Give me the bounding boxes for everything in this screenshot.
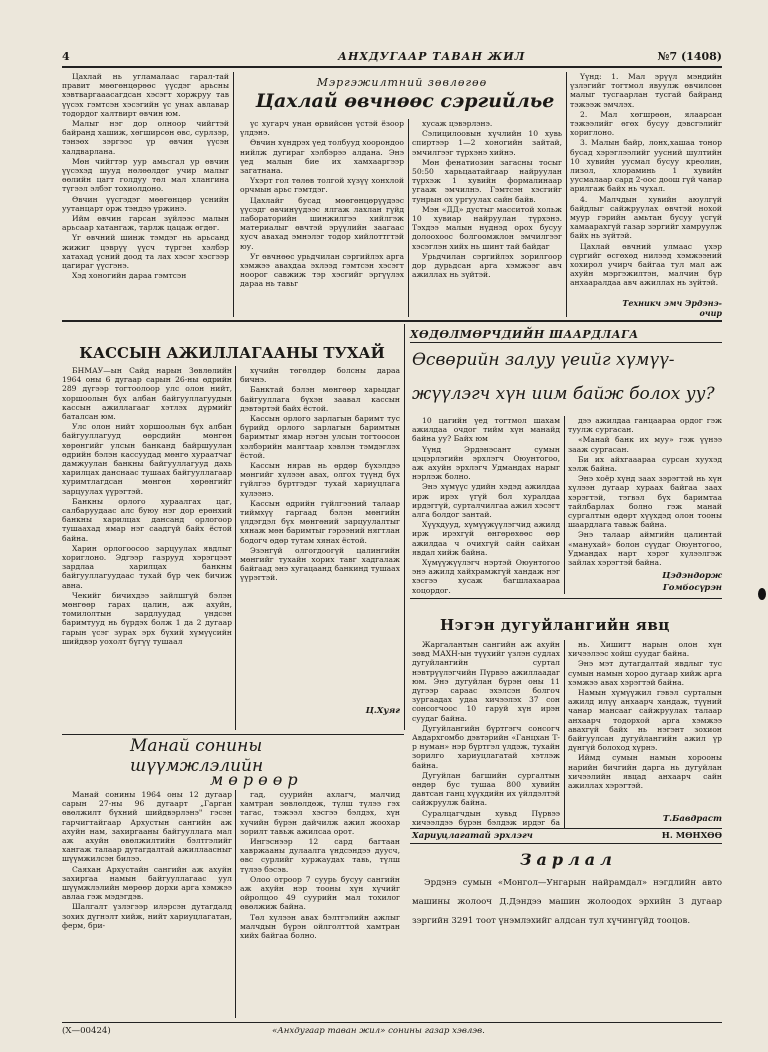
- paragraph: Харин орлогоосоо зарцуулах явдлыг хориглоно. Эдгээр газрууд хэрэгцээт зардлаа харилцах банкны байгууллагуудаас тухай бүр чек бичиж авна.: [62, 543, 232, 590]
- column-divider: [564, 640, 565, 828]
- rubric-rule: [410, 342, 722, 343]
- notice-text: Эрдэнэ сумын «Монгол—Унгарын найрамдал» нэгдлийн авто машины жолооч Д.Дэндээ машин жолоодох эрхийн 3 дугаар зэргийн 3291 тоот үнэмлэхийг алдсан тул хүчингүйд тооцов.: [412, 878, 722, 926]
- paragraph: Эзэнгүй олгогдоогүй цалингийн мөнгийг тухайн хорих тавг хадгалаж байгаад энэ хугацаанд банкинд тушаах үүрэгтэй.: [240, 545, 400, 583]
- column-divider: [566, 72, 567, 317]
- article3-signature-2: Гомбосүрэн: [662, 583, 722, 593]
- paragraph: Үхэрт гол төлөв толгой хүзүү хонхлой орчмын арьс гэмтдэг.: [240, 176, 404, 195]
- article1-signature: Техникч эмч Эрдэнэ-очир: [622, 298, 722, 318]
- paragraph: БНМАУ—ын Сайд нарын Зөвлөлийн 1964 оны 6 дугаар сарын 26-ны өдрийн 289 дүгээр тогтоолоор улс олон нийт, хоршоолын бүх албан байгууллагуудын кассын ажиллагааг хэтлэх дүрмийг баталсан юм.: [62, 366, 232, 422]
- paragraph: Урьдчилан сэргийлэх зорилгоор дор дурьдсан арга хэмжээг авч ажиллах нь зүйтэй.: [412, 251, 562, 280]
- paragraph: Банктай бэлэн мөнгөөр харьцдаг байгууллага бүхэн заавал кассын дэвтэртэй байх ёстой.: [240, 385, 400, 413]
- article5-column-1: [62, 790, 232, 1020]
- paragraph: Намын хүмүүжил гэвэл сурталын ажилд илүү анхаарч хандаж, түүний чанар мансааг сайжруулах талаар анхаарч тодорхой арга хэмжээ авахгүй байх нь нэгэнт зохион байгуулсан дугуйлангийн ажил үр дүнгүй болоход хүрнэ.: [568, 688, 722, 753]
- paragraph: Саяхан Архустайн сангийн аж ахуйн захиргаа намын байгууллагаас уул шүүмжлэлийн мөрөөр дорхи арга хэмжээ авлаа гэж мэдэгдэв.: [62, 864, 232, 902]
- paragraph: Кассын нярав нь өрдөр бүхэлдээ мөнгийг хүлээн авах, олгох түүнд бүх гүйлгээ бүртгэдэг тухай хариуцлага хүлээнэ.: [240, 461, 400, 498]
- page-header: [62, 50, 722, 64]
- article3-column-1: [412, 416, 560, 596]
- paragraph: Суралцагчдын хувьд Пүрвээ хичээлдээ бүрэн бэлдэж ирдэг ба: [412, 808, 560, 827]
- article4-title: Нэгэн дугуйлангийн явц: [440, 616, 670, 634]
- paragraph: Ингэснээр 12 сард багтаан хавржааны дулаалга үндсэндээ дуусч, өвс сурлийг хуржаудах тавь, түлш түлээ бэсэв.: [240, 837, 400, 874]
- ink-blot: [758, 588, 766, 600]
- paragraph: Энэ хоёр хүнд заах зэрэгтэй нь хүн хүлээн дугаар хураах байгаа заах хэрэгтэй, тэгвэл бүх баримтаа тайлбарлах болно гэж манай сургалтын өдөрт хүүхдэд олон тооны шаардлага тавьж байна.: [568, 474, 722, 530]
- article3-title-line-2: жүүлэгч хүн иим байж болох уу?: [412, 384, 715, 404]
- article2-signature: Ц.Хуяг: [365, 706, 400, 716]
- top-left-column: [62, 72, 229, 318]
- issue-number: №7 (1408): [657, 50, 722, 63]
- article1-column-2: [412, 119, 562, 317]
- article2-column-2: [240, 366, 400, 702]
- section-rule: [410, 598, 722, 599]
- paragraph: Иймд сумын намын хорооны нарийн бичгийн дарга нь дугуйлан хичээлийн явцад анхаарч сайн ажиллах хэрэгтэй.: [568, 753, 722, 791]
- section-rule: [410, 843, 722, 844]
- paragraph: Мөн фенатиозин загасны тосыг 50:50 харьцаатайгаар найруулан түрхэж 1 хувийн формалинаар угааж эмчилнэ. Гэмтсэн хэсгийг тунрын ох ургуулах сайн байв.: [412, 157, 562, 204]
- paragraph: «Манай банк их муу» гэж үүнээ зааж сургасан.: [568, 435, 722, 454]
- footer-printed: «Анхдугаар таван жил» сонины газар хэвлэв.: [272, 1026, 485, 1036]
- paragraph: дээ ажилдаа ганцаараа ордог гэж туулж сургасан.: [568, 416, 722, 435]
- paragraph: Цахлайг бусад мөөгөнцөрүүдээс үүсэдг өвчинүүдээс ялгаж лахлан гүйд лабораторийн шинжилгээ хийлгэж материалыг өвчтэй эрүүлийн заагаас хусч авахад эмнэлэг тодор хийлоттгтэй юу.: [240, 195, 404, 251]
- paragraph: Мэн «ДД» дустыг масситой хольж 10 хувиар найруулан түрхэнэ. Тэхдээ малын нүднэд орох бусуу долоохоос болгоомжлон эмчилгээг хэсэглэн хийх нь шинт тай байдаг: [412, 204, 562, 251]
- responsible-editor-name: Н. МӨНХӨӨ: [661, 831, 722, 841]
- paragraph: Дугуйлан багшийн сургалтын өндөр бус тушаа 800 хувийн давтсан ганц хүүхдийн их үйлдэлтэй сайжруулж байна.: [412, 770, 560, 808]
- paragraph: гад, суурийн ахлагч, малчид хамтран зөвлөлдөж, түлш түлээ гэх тагас, тэжээл хэсгээ бэлдэх, хүн хүчийн бүрэн дайчилж ажил жоохар зорилт тавьж ажилсаа орот.: [240, 790, 400, 836]
- paragraph: Төл хүлээн авах бэлтгэлийн ажлыг малчдын бүрэн ойлголттой хамтран хийх байгаа болно.: [240, 912, 400, 941]
- article1-column-3: [570, 72, 722, 294]
- paragraph: Энэ мэт дутагдалтай явдлыг тус сумын намын хороо дугаар хийж арга хэмжээ авах хэрэгтэй байна.: [568, 659, 722, 687]
- article2-column-1: [62, 366, 232, 732]
- article5-column-2: [240, 790, 400, 1020]
- paragraph: Кассын орлого зарлагын баримт тус бүрийд орлого зарлагын баримтын баримтыг ямар нэгэн улсын тогтоосон хэлбэрийн маягтаар хэвлэн тэмдэглэх ёстой.: [240, 414, 400, 460]
- paragraph: Дугуйлангийн бүртгэгч сонсогч Авдархгомбо дэвтэрийн «Ганцхан Т-р нуман» нэр бүртгэл үлдэж, тухайн зорилго хариуцлагатай хэтлэж байна.: [412, 723, 560, 770]
- article1-title: Цахлай өвчнөөс сэргийлье: [255, 90, 555, 112]
- paragraph: Өвчин хүндрэх үед толбууд хоорондоо нийлж дугираг хэлбэрээ алдана. Энэ үед малын бие их хамхааргээр загатнана.: [240, 138, 404, 176]
- paragraph: 3. Малын байр, лонх,хашаа тонор бусад хэрэглээлийг уусний шултийн 10 хувийн уусмал бусуу креолин, лизол, хлораминь 1 хувийн уусмалаар сард 2-оос доош гүй чанар арилгаж байх нь чухал.: [570, 138, 722, 194]
- paragraph: Энэ хүмүүс удийн хэдэд ажилдаа ирж ирэх үгүй бол хуралдаа ирдэггүй, сурталчилгаа ажил хэсэгт алга болдог зантай.: [412, 482, 560, 520]
- column-divider: [564, 416, 565, 594]
- footer-code: (Х—00424): [62, 1026, 111, 1036]
- paragraph: нь. Хишигт нарын олон хүн хичээлээс хойш суудаг байна.: [568, 640, 722, 659]
- paragraph: Ийм өвчин гарсан зүйлээс малын арьсаар хатангаж, тарлж цацаж өгдөг.: [62, 214, 229, 233]
- paragraph: Хүмүүжүүлэгч нэртэй Оюунтогоо энэ ажилд хайхрамжгүй хандаж нэг хэсгээ хусаж багшлахаараа хоцордог.: [412, 558, 560, 595]
- article5-title-line-2: мөрөөр: [210, 770, 303, 789]
- column-divider: [235, 366, 236, 730]
- paragraph: Өвчин үүсгэдэг мөөгөнцөр үснийн уутанцарт орж тэндээ үржинэ.: [62, 194, 229, 213]
- article4-column-1: [412, 640, 560, 828]
- paragraph: 4. Малчдын хувийн аюулгүй байдлыг сайжруулах өвчтэй нохой муур гэрийн амьтан бусуу үсгүй хамаарахгүй газар зэргийг хамруулж байх нь зүйтэй.: [570, 194, 722, 241]
- paragraph: Үүнд: 1. Мал эрүүл мэндийн үзлэгийг тогтмол явуулж өвчилсөн малыг тусгаарлан тусгай байранд тэжээж эмчлэх.: [570, 72, 722, 109]
- section-rule: [410, 828, 722, 829]
- paragraph: Чекийг бичихдээ зайлшгүй бэлэн мөнгөөр гарах цалин, аж ахуйн, томилолтын зардлуудад үндсэн баримтууд нь бүрдэх болж 1 да 2 дугаар гарын үсэг зурах эрх бүхий хүмүүсийн шийдвэр уохолт бүгүү тушаал: [62, 590, 232, 646]
- column-divider: [233, 72, 234, 317]
- paragraph: Уг өвчнөөс урьдчилан сэргийлэх арга хэмжээ авахдаа эхлээд гэмтсэн хэсэгт ноорог савжиж тэр хэсгийг эргүүлэх дараа нь тавьг: [240, 251, 404, 289]
- paragraph: Хүүхдууд, хүмүүжүүлэгчид ажилд ирж ирэхгүй өнгөрөхөөс өөр ажилдаа ч очихгүй сайн сайхан явдал хийж байна.: [412, 520, 560, 557]
- article1-column-1: [240, 119, 404, 317]
- paragraph: Үүнд Эрдэнэсант сумын цэцэрлэгийн эрхлэгч Оюунтогоо, аж ахуйн эрхлэгч Удмандах нарыг нэрлэж болно.: [412, 444, 560, 482]
- paragraph: Шалгалт үзлэгээр илэрсэн дутагдалд зохих дүгнэлт хийж, нийт хариуцлагатан, ферм, бри-: [62, 902, 232, 930]
- article3-rubric: ХӨДӨЛМӨРЧДИЙН ШААРДЛАГА: [410, 328, 639, 341]
- paragraph: хүчийн төгөлдөр болсны дараа бичнэ.: [240, 366, 400, 385]
- paragraph: Улс олон нийт хоршоолын бүх албан байгууллагууд өөрсдийн мөнгөн хөрөнгийг улсын банканд байршуулан өдрийн бэлэн кассуудад мөнгө хураатчаг дамжуулан банкны байгууллагууд дахь харилцах данснаас тушаах байгууллагаар хуримтлагдсан мөнгөн хөрөнгийг зарцуулах үүрэгтэй.: [62, 422, 232, 496]
- article4-signature: Т.Бавдраст: [662, 814, 722, 824]
- paragraph: Энэ талаар аймгийн цалинтай «манухай» болон сүүдаг Оюунтогоо, Удмандах нарт хэрэг хүлээлгэж зайлах хэрэгтэй байна.: [568, 530, 722, 568]
- column-divider: [235, 790, 236, 1018]
- article3-column-2: [568, 416, 722, 568]
- paragraph: Би их айхгааараа сурсан хуухэд хэлж байна.: [568, 454, 722, 474]
- paragraph: 10 цагийн үед тогтмол шахам ажилдаа очдог тийм хүн манайд байна уу? Байх юм: [412, 416, 560, 444]
- paragraph: хусаж цэвэрлэнэ.: [422, 119, 493, 128]
- paragraph: Малыг нэг дор олноор чийгтэй байранд хашиж, хөгширсөн өвс, сурлзэр, тэнэөх зэргээс үр өвчин үүсэн халдварлана.: [62, 119, 229, 156]
- header-rule: [62, 66, 722, 68]
- footer-rule: [62, 1022, 722, 1023]
- paragraph: Мөн чийгтэр уур амьсгал ур өвчин үүсэхэд шууд нөлөөлдөг учир малыг өөлийн цагт голдуу төл мал хлангина түгээл элбэг тохиолдоно.: [62, 156, 229, 194]
- column-divider: [404, 324, 405, 730]
- article3-signature-1: Цэдэндорж: [662, 571, 722, 581]
- paragraph: Кассын өдрийн гүйлгээний талаар тиймхүү гаргаад бэлэн мөнгийн үлдэгдэл бүх мөнгөний зарцуулалтыг хянаж мөн баримтыг гэрээний нягтлан бодогч өдөр тутам хянах ёстой.: [240, 498, 400, 545]
- section-rule: [62, 734, 404, 735]
- paragraph: Сэлицилоовын хүчлийн 10 хувь спиртээр 1—2 хоногийн зайтай, эмчилгээг түрхэнэ хийнэ.: [412, 129, 562, 157]
- article1-kicker: Мэргэжилтний зөвлөгөө: [316, 76, 488, 89]
- section-rule: [62, 320, 722, 322]
- article2-title: КАССЫН АЖИЛЛАГААНЫ ТУХАЙ: [79, 344, 385, 362]
- paragraph: 2. Мал хөгшрөөн, ялаарсан тэжээлийг өгөх бусуу дэвсгэлийг хориглоно.: [570, 109, 722, 138]
- newspaper-name: АНХДУГААР ТАВАН ЖИЛ: [338, 50, 526, 63]
- paragraph: Олоо отроор 7 суурь бусуу сангийн аж ахуйн нэр тооны хүн хүчийг ойролцоо 49 суурийн мал тохилог өвөлжиж байна.: [240, 874, 400, 912]
- column-divider: [408, 119, 409, 317]
- paragraph: Хэд хоногийн дараа гэмтсэн: [72, 271, 187, 281]
- paragraph: Үг өвчний шинж тэмдэг нь арьсанд жижиг цэврүү үүсч түргэн хэлбэр хатахад үсний доод та лах хэсэг хэсгээр цагираг үүсгэнэ.: [62, 233, 229, 271]
- article5-title-line-1: Манай сонины шүүмжлэлийн: [130, 736, 264, 776]
- article4-column-2: [568, 640, 722, 810]
- paragraph: Цахлай нь угламалаас гарал-тай правит мөөгөнцөрөөс үүсдэг арьсны хэвтваргааасагдсан хэсэгт хоржруу тав үүсэх гэмтсэн хэсэгийн үс унах авлавар тодордог халтвирт өвчин юм.: [62, 72, 229, 118]
- paragraph: Манай сонины 1964 оны 12 дугаар сарын 27-ны 96 дугаарт „Гарган өвөлжилт бүхний шийдвэрлэнэ" гэсэн гарчигтайгаар Архустын сангийн аж ахуйн нам, захиргааны байгууллага мал аж ахуйн өвөлжилтийн бэлтгэлийг хангаж талаар дутагдалтай ажиллаасныг шүүмжилсэн билээ.: [62, 790, 232, 864]
- paragraph: Цахлай өвчний улмаас үхэр сүргийг өсгөхөд нилээд хэмжээний хохирол учирч байгаа тул мал аж ахуйн мэргэжилтэн, малчин бүр анхааралдаа авч ажиллах нь зүйтэй.: [570, 241, 722, 288]
- paragraph: Жаргалантын сангийн аж ахуйн зөвд МАХН-ын түүхийг үзлэн судлах дугуйлангийн суртал нэвтрүүлэгчийн Пүрвээ ажиллаадаг юм. Энэ дугуйлан бүрэн оны 11 дүгээр сараас эхэлсэн болгоч зургаадах удаа хичээлэх 37 сон сонсогчоос 10 гаруй хүн ирэн суудаг байна.: [412, 640, 560, 723]
- article3-title-line-1: Өсвөрийн залуу үеийг хүмүү-: [412, 350, 675, 370]
- paragraph: үс хугарч унан өрвийсөн үстэй ёзоор үлдэнэ.: [240, 119, 404, 138]
- responsible-editor-label: Хариуцлагатай эрхлэгч: [412, 831, 533, 841]
- paragraph: Банкны орлого хураалгах цаг, салбаруудаас алс буюу нэг дор ерөнхий банкны харилцах дансанд орлогоор тушаахад ямар нэг саадгүй байх ёстой байна.: [62, 496, 232, 543]
- notice-title: Зарлал: [520, 850, 617, 869]
- page-number: 4: [62, 50, 70, 63]
